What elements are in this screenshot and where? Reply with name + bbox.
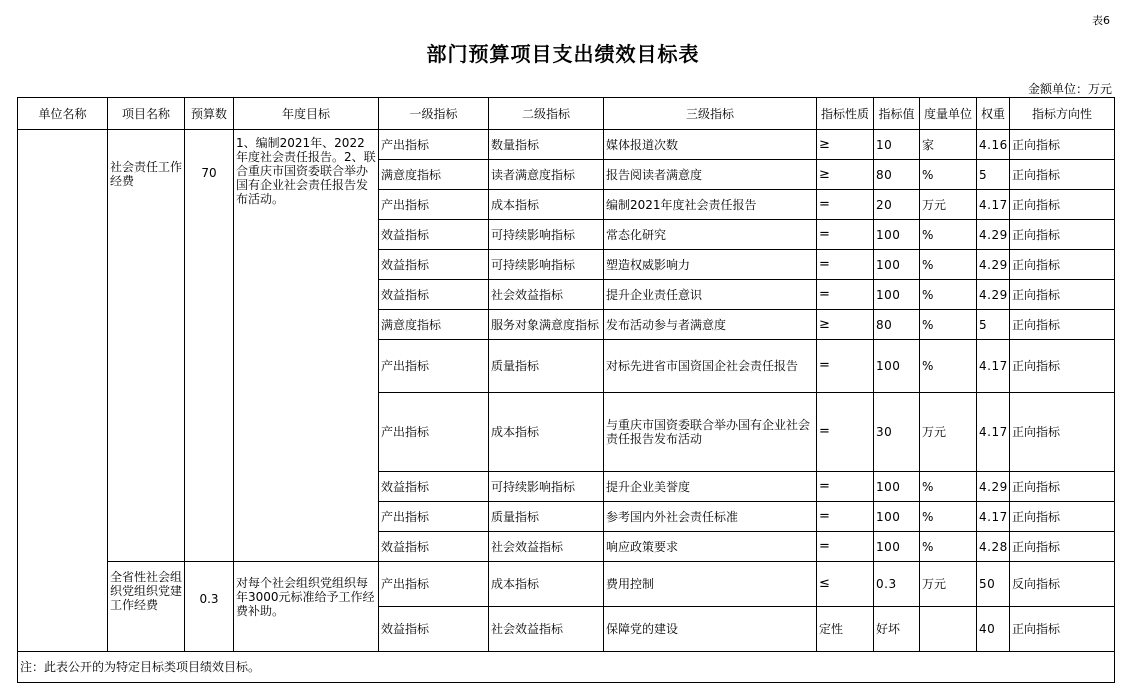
- direction-cell: 正向指标: [1010, 532, 1115, 562]
- level3-cell: 媒体报道次数: [604, 130, 817, 160]
- measure-unit-cell: 万元: [920, 393, 977, 472]
- annual-goal-cell: 1、编制2021年、2022年度社会责任报告。2、联合重庆市国资委联合举办国有企业社会责任报告发布活动。: [234, 130, 379, 562]
- level2-cell: 质量指标: [489, 340, 604, 393]
- nature-cell: ≤: [817, 562, 874, 607]
- level2-cell: 可持续影响指标: [489, 472, 604, 502]
- measure-unit-cell: %: [920, 340, 977, 393]
- value-cell: 30: [874, 393, 920, 472]
- header-annual-goal: 年度目标: [234, 98, 379, 130]
- nature-cell: ≥: [817, 130, 874, 160]
- level2-cell: 服务对象满意度指标: [489, 310, 604, 340]
- annual-goal-cell: 对每个社会组织党组织每年3000元标准给予工作经费补助。: [234, 562, 379, 652]
- level1-cell: 产出指标: [379, 562, 489, 607]
- value-cell: 100: [874, 220, 920, 250]
- weight-cell: 4.29: [977, 250, 1010, 280]
- level3-cell: 提升企业责任意识: [604, 280, 817, 310]
- level2-cell: 成本指标: [489, 393, 604, 472]
- unit-name-cell: [18, 130, 108, 652]
- measure-unit-cell: %: [920, 220, 977, 250]
- weight-cell: 50: [977, 562, 1010, 607]
- nature-cell: ≥: [817, 160, 874, 190]
- nature-cell: =: [817, 190, 874, 220]
- direction-cell: 正向指标: [1010, 160, 1115, 190]
- level2-cell: 质量指标: [489, 502, 604, 532]
- level1-cell: 满意度指标: [379, 160, 489, 190]
- level3-cell: 保障党的建设: [604, 607, 817, 652]
- nature-cell: =: [817, 250, 874, 280]
- table-note: 注：此表公开的为特定目标类项目绩效目标。: [18, 652, 1115, 683]
- weight-cell: 4.16: [977, 130, 1010, 160]
- measure-unit-cell: %: [920, 310, 977, 340]
- level1-cell: 效益指标: [379, 532, 489, 562]
- measure-unit-cell: %: [920, 250, 977, 280]
- header-unit-name: 单位名称: [18, 98, 108, 130]
- level2-cell: 成本指标: [489, 562, 604, 607]
- header-level2: 二级指标: [489, 98, 604, 130]
- level3-cell: 发布活动参与者满意度: [604, 310, 817, 340]
- direction-cell: 正向指标: [1010, 280, 1115, 310]
- measure-unit-cell: %: [920, 532, 977, 562]
- value-cell: 100: [874, 340, 920, 393]
- level3-cell: 参考国内外社会责任标准: [604, 502, 817, 532]
- weight-cell: 5: [977, 310, 1010, 340]
- weight-cell: 4.29: [977, 472, 1010, 502]
- nature-cell: =: [817, 532, 874, 562]
- value-cell: 100: [874, 250, 920, 280]
- weight-cell: 4.17: [977, 340, 1010, 393]
- level2-cell: 读者满意度指标: [489, 160, 604, 190]
- note-row: [18, 652, 1115, 683]
- weight-cell: 40: [977, 607, 1010, 652]
- nature-cell: =: [817, 340, 874, 393]
- nature-cell: ≥: [817, 310, 874, 340]
- weight-cell: 4.29: [977, 220, 1010, 250]
- measure-unit-cell: 万元: [920, 562, 977, 607]
- level3-cell: 对标先进省市国资国企社会责任报告: [604, 340, 817, 393]
- level3-cell: 费用控制: [604, 562, 817, 607]
- direction-cell: 正向指标: [1010, 472, 1115, 502]
- level1-cell: 效益指标: [379, 250, 489, 280]
- nature-cell: =: [817, 393, 874, 472]
- direction-cell: 正向指标: [1010, 130, 1115, 160]
- project-name-cell: 全省性社会组织党组织党建工作经费: [108, 562, 185, 652]
- nature-cell: =: [817, 220, 874, 250]
- measure-unit-cell: %: [920, 280, 977, 310]
- level3-cell: 编制2021年度社会责任报告: [604, 190, 817, 220]
- direction-cell: 正向指标: [1010, 190, 1115, 220]
- level2-cell: 社会效益指标: [489, 532, 604, 562]
- value-cell: 100: [874, 502, 920, 532]
- budget-cell: 0.3: [185, 562, 234, 652]
- level2-cell: 成本指标: [489, 190, 604, 220]
- weight-cell: 4.17: [977, 190, 1010, 220]
- weight-cell: 5: [977, 160, 1010, 190]
- weight-cell: 4.28: [977, 532, 1010, 562]
- level3-cell: 塑造权威影响力: [604, 250, 817, 280]
- level3-cell: 常态化研究: [604, 220, 817, 250]
- header-measure-unit: 度量单位: [920, 98, 977, 130]
- level1-cell: 产出指标: [379, 340, 489, 393]
- direction-cell: 正向指标: [1010, 502, 1115, 532]
- level1-cell: 产出指标: [379, 393, 489, 472]
- nature-cell: =: [817, 472, 874, 502]
- direction-cell: 正向指标: [1010, 310, 1115, 340]
- header-value: 指标值: [874, 98, 920, 130]
- performance-target-table: [17, 97, 1115, 683]
- header-level1: 一级指标: [379, 98, 489, 130]
- direction-cell: 正向指标: [1010, 340, 1115, 393]
- value-cell: 0.3: [874, 562, 920, 607]
- header-budget: 预算数: [185, 98, 234, 130]
- amount-unit: 金额单位：万元: [1027, 82, 1112, 96]
- level2-cell: 社会效益指标: [489, 607, 604, 652]
- value-cell: 100: [874, 472, 920, 502]
- nature-cell: =: [817, 502, 874, 532]
- weight-cell: 4.29: [977, 280, 1010, 310]
- table-row: [18, 562, 1115, 607]
- level1-cell: 产出指标: [379, 130, 489, 160]
- level1-cell: 满意度指标: [379, 310, 489, 340]
- direction-cell: 反向指标: [1010, 562, 1115, 607]
- measure-unit-cell: 万元: [920, 190, 977, 220]
- header-project-name: 项目名称: [108, 98, 185, 130]
- direction-cell: 正向指标: [1010, 393, 1115, 472]
- level2-cell: 社会效益指标: [489, 280, 604, 310]
- direction-cell: 正向指标: [1010, 250, 1115, 280]
- measure-unit-cell: %: [920, 160, 977, 190]
- measure-unit-cell: [920, 607, 977, 652]
- header-nature: 指标性质: [817, 98, 874, 130]
- value-cell: 10: [874, 130, 920, 160]
- level2-cell: 可持续影响指标: [489, 220, 604, 250]
- direction-cell: 正向指标: [1010, 220, 1115, 250]
- level1-cell: 效益指标: [379, 280, 489, 310]
- value-cell: 好坏: [874, 607, 920, 652]
- weight-cell: 4.17: [977, 393, 1010, 472]
- weight-cell: 4.17: [977, 502, 1010, 532]
- table-number: 表6: [1092, 14, 1110, 27]
- level2-cell: 数量指标: [489, 130, 604, 160]
- header-level3: 三级指标: [604, 98, 817, 130]
- measure-unit-cell: %: [920, 502, 977, 532]
- level1-cell: 产出指标: [379, 190, 489, 220]
- level2-cell: 可持续影响指标: [489, 250, 604, 280]
- page-title: 部门预算项目支出绩效目标表: [426, 42, 700, 66]
- level3-cell: 响应政策要求: [604, 532, 817, 562]
- level3-cell: 与重庆市国资委联合举办国有企业社会责任报告发布活动: [604, 393, 817, 472]
- level1-cell: 效益指标: [379, 607, 489, 652]
- nature-cell: 定性: [817, 607, 874, 652]
- table-row: [18, 130, 1115, 160]
- measure-unit-cell: 家: [920, 130, 977, 160]
- level3-cell: 报告阅读者满意度: [604, 160, 817, 190]
- measure-unit-cell: %: [920, 472, 977, 502]
- level1-cell: 效益指标: [379, 220, 489, 250]
- table-header-row: [18, 98, 1115, 130]
- value-cell: 80: [874, 160, 920, 190]
- nature-cell: =: [817, 280, 874, 310]
- direction-cell: 正向指标: [1010, 607, 1115, 652]
- value-cell: 20: [874, 190, 920, 220]
- level1-cell: 产出指标: [379, 502, 489, 532]
- value-cell: 100: [874, 280, 920, 310]
- project-name-cell: 社会责任工作经费: [108, 130, 185, 562]
- header-weight: 权重: [977, 98, 1010, 130]
- level1-cell: 效益指标: [379, 472, 489, 502]
- header-direction: 指标方向性: [1010, 98, 1115, 130]
- budget-cell: 70: [185, 130, 234, 562]
- level3-cell: 提升企业美誉度: [604, 472, 817, 502]
- value-cell: 80: [874, 310, 920, 340]
- value-cell: 100: [874, 532, 920, 562]
